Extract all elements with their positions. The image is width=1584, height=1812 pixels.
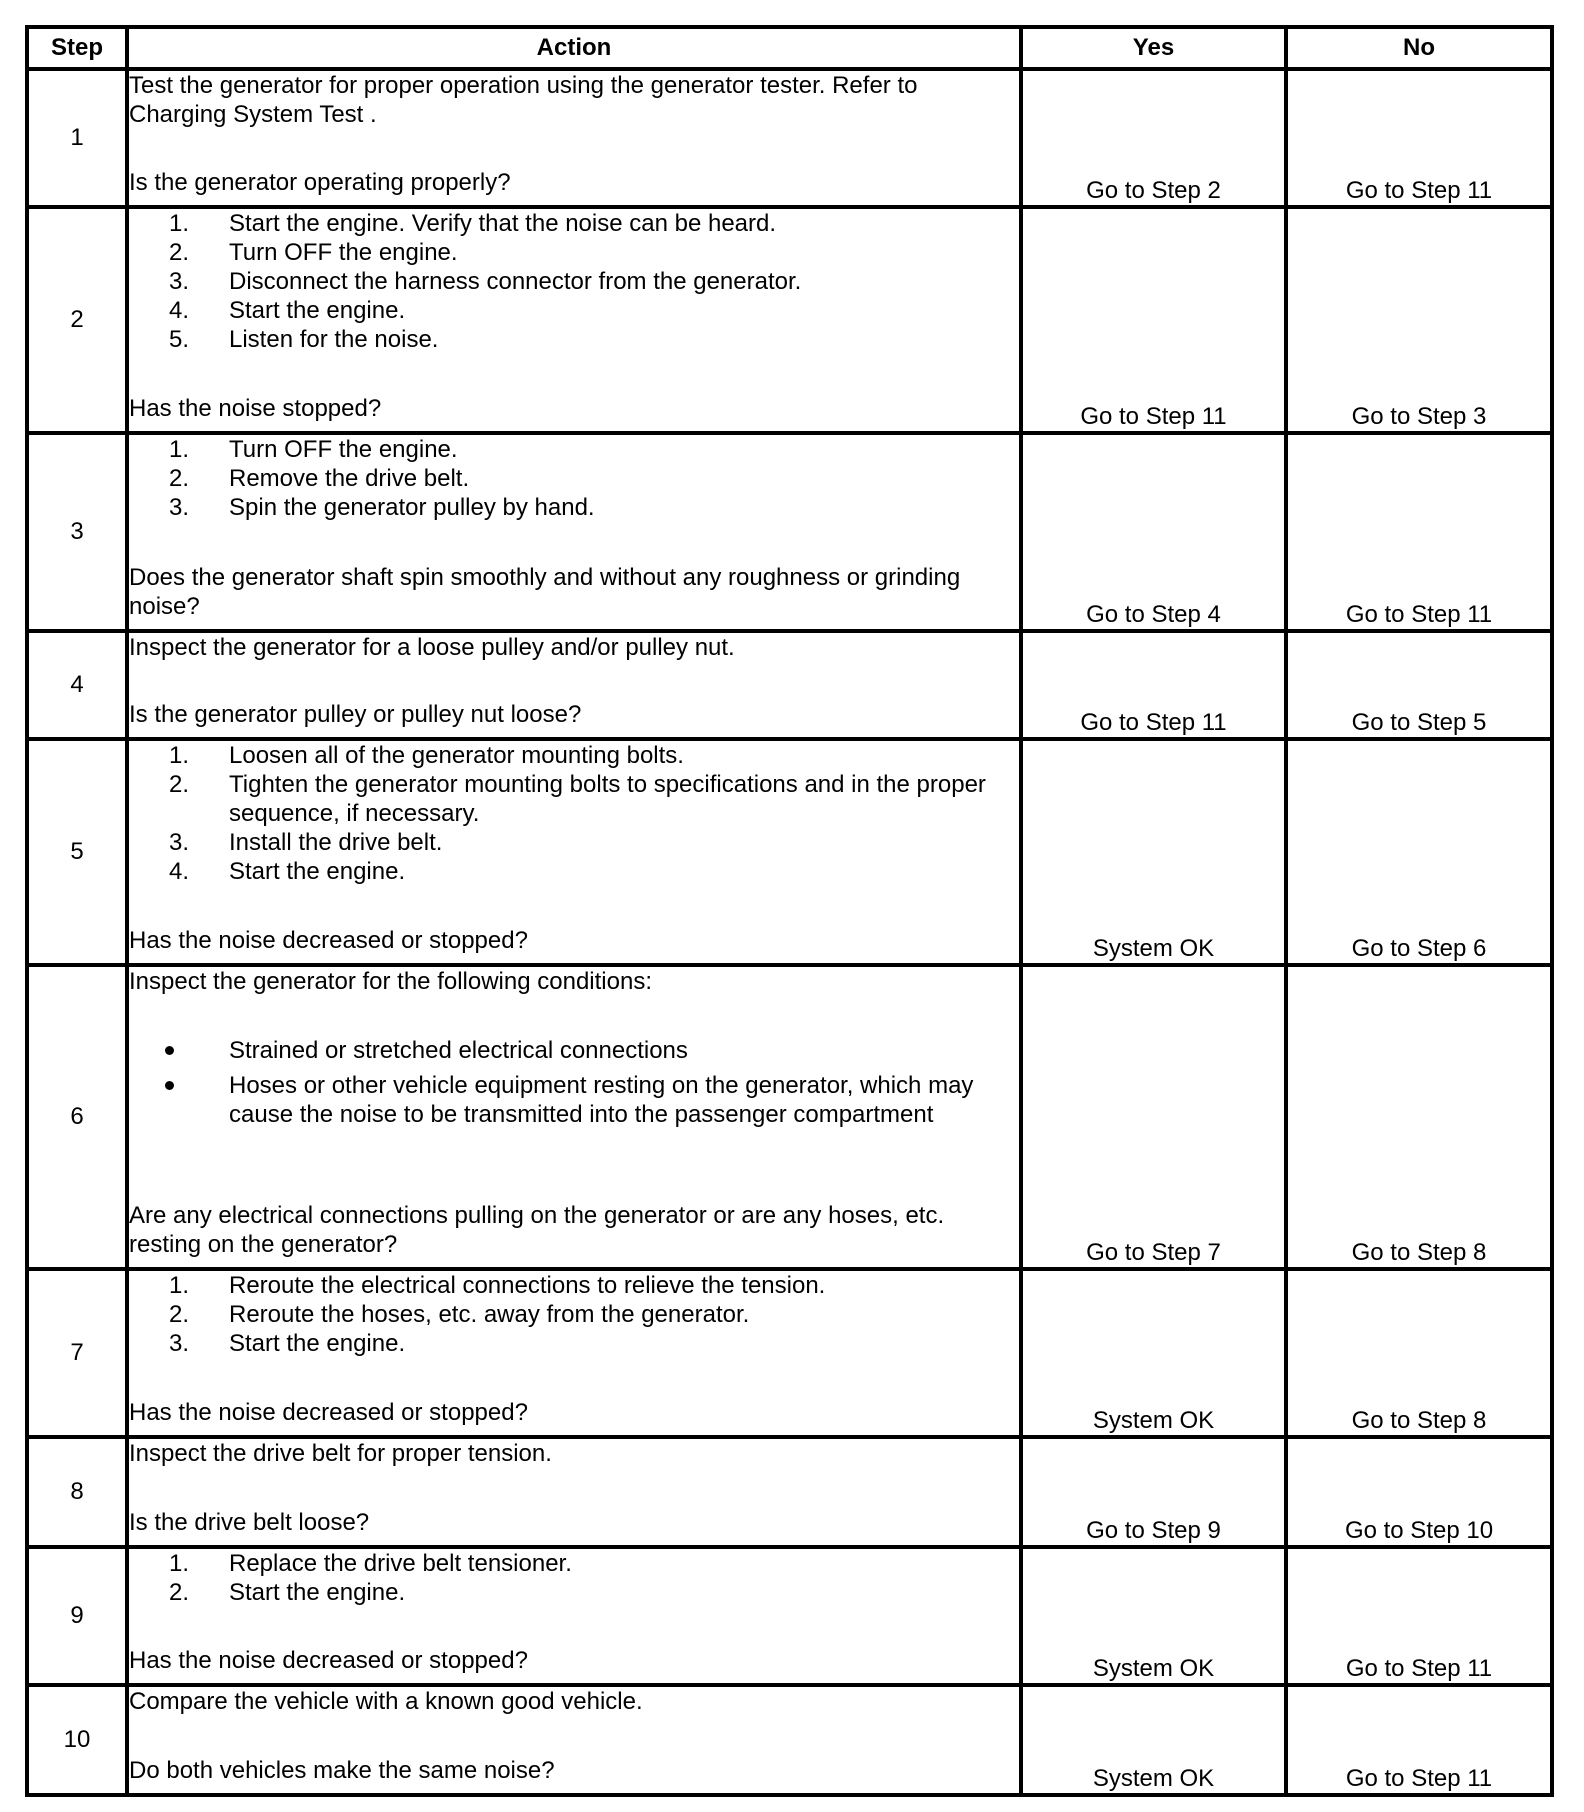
action-cell — [127, 69, 1021, 207]
step-number: 1 — [27, 69, 127, 207]
list-item-text: Start the engine. — [229, 1579, 406, 1606]
table-row — [27, 1547, 1552, 1685]
step-number: 5 — [27, 739, 127, 965]
no-result: Go to Step 11 — [1286, 1685, 1552, 1795]
list-item-text: Reroute the hoses, etc. away from the generator. — [229, 1301, 750, 1328]
no-result: Go to Step 8 — [1286, 1269, 1552, 1437]
list-item — [129, 464, 1019, 493]
list-item — [129, 209, 1019, 238]
list-item — [129, 741, 1019, 770]
list-item-number: 3. — [168, 268, 189, 295]
list-item — [129, 435, 1019, 464]
condition-bullet-list — [129, 1036, 1019, 1129]
no-result: Go to Step 11 — [1286, 69, 1552, 207]
action-question: Has the noise decreased or stopped? — [129, 1399, 528, 1426]
yes-result: Go to Step 7 — [1021, 965, 1286, 1269]
list-item-number: 1. — [168, 1550, 189, 1577]
list-item — [129, 1549, 1019, 1578]
action-cell — [127, 433, 1021, 631]
list-item-number: 5. — [168, 326, 189, 353]
diagnostic-table — [25, 25, 1554, 1797]
action-intro: Inspect the drive belt for proper tension. — [129, 1440, 552, 1467]
no-result: Go to Step 3 — [1286, 207, 1552, 433]
list-item-text: Listen for the noise. — [229, 326, 439, 353]
bullet-text: Hoses or other vehicle equipment resting on the generator, which may cause the noise to be transmitted into the passenger compartment — [229, 1072, 974, 1128]
list-item-number: 1. — [168, 1272, 189, 1299]
list-item-number: 4. — [168, 858, 189, 885]
list-item-number: 2. — [168, 465, 189, 492]
yes-result: Go to Step 11 — [1021, 631, 1286, 739]
list-item — [129, 1329, 1019, 1358]
table-row — [27, 1685, 1552, 1795]
list-item-number: 2. — [168, 1301, 189, 1328]
list-item-text: Remove the drive belt. — [229, 465, 470, 492]
list-item-text: Tighten the generator mounting bolts to specifications and in the proper sequence, if necessary. — [229, 771, 986, 827]
list-item-text: Install the drive belt. — [229, 829, 443, 856]
step-number: 7 — [27, 1269, 127, 1437]
yes-result: Go to Step 4 — [1021, 433, 1286, 631]
table-row — [27, 631, 1552, 739]
yes-result: Go to Step 2 — [1021, 69, 1286, 207]
list-item-number: 2. — [168, 1579, 189, 1606]
yes-result: Go to Step 9 — [1021, 1437, 1286, 1547]
no-result: Go to Step 10 — [1286, 1437, 1552, 1547]
list-item-number: 2. — [168, 771, 189, 798]
table-row — [27, 69, 1552, 207]
header-no: No — [1286, 27, 1552, 69]
list-item — [129, 296, 1019, 325]
list-item-text: Start the engine. Verify that the noise can be heard. — [229, 210, 777, 237]
step-number: 2 — [27, 207, 127, 433]
no-result: Go to Step 5 — [1286, 631, 1552, 739]
step-number: 3 — [27, 433, 127, 631]
list-item-number: 1. — [168, 210, 189, 237]
table-row — [27, 207, 1552, 433]
list-item-number: 1. — [168, 436, 189, 463]
action-steps-list — [129, 209, 1019, 354]
list-item-text: Loosen all of the generator mounting bolts. — [229, 742, 684, 769]
table-row — [27, 739, 1552, 965]
list-item — [129, 857, 1019, 886]
list-item — [129, 828, 1019, 857]
yes-result: System OK — [1021, 1547, 1286, 1685]
no-result: Go to Step 11 — [1286, 433, 1552, 631]
table-row — [27, 1269, 1552, 1437]
action-intro: Inspect the generator for the following conditions: — [129, 968, 652, 995]
action-question: Has the noise decreased or stopped? — [129, 1647, 528, 1674]
bullet-item — [129, 1071, 1019, 1129]
bullet-item — [129, 1036, 1019, 1065]
action-cell — [127, 1547, 1021, 1685]
no-result: Go to Step 8 — [1286, 965, 1552, 1269]
action-cell — [127, 207, 1021, 433]
step-number: 9 — [27, 1547, 127, 1685]
bullet-icon — [129, 1036, 229, 1065]
action-question: Is the generator pulley or pulley nut loose? — [129, 701, 582, 728]
list-item-text: Turn OFF the engine. — [229, 239, 458, 266]
list-item — [129, 493, 1019, 522]
action-intro: Compare the vehicle with a known good vehicle. — [129, 1688, 643, 1715]
list-item-number: 4. — [168, 297, 189, 324]
list-item-text: Turn OFF the engine. — [229, 436, 458, 463]
action-steps-list — [129, 435, 1019, 522]
action-question: Has the noise stopped? — [129, 395, 382, 422]
step-number: 10 — [27, 1685, 127, 1795]
list-item-text: Start the engine. — [229, 858, 406, 885]
step-number: 4 — [27, 631, 127, 739]
list-item — [129, 1271, 1019, 1300]
header-step: Step — [27, 27, 127, 69]
table-body — [27, 69, 1552, 1795]
list-item — [129, 325, 1019, 354]
bullet-text: Strained or stretched electrical connections — [229, 1037, 688, 1064]
action-question: Are any electrical connections pulling on the generator or are any hoses, etc. resting on the generator? — [129, 1202, 945, 1258]
action-cell — [127, 1685, 1021, 1795]
bullet-icon — [129, 1071, 229, 1129]
yes-result: System OK — [1021, 1269, 1286, 1437]
list-item — [129, 770, 1019, 828]
header-yes: Yes — [1021, 27, 1286, 69]
list-item-number: 1. — [168, 742, 189, 769]
action-cell — [127, 631, 1021, 739]
action-intro: Test the generator for proper operation using the generator tester. Refer to Charging System Test . — [129, 72, 918, 128]
table-row — [27, 965, 1552, 1269]
list-item-number: 3. — [168, 494, 189, 521]
action-cell — [127, 965, 1021, 1269]
action-question: Do both vehicles make the same noise? — [129, 1757, 555, 1784]
header-action: Action — [127, 27, 1021, 69]
table-row — [27, 1437, 1552, 1547]
list-item-text: Reroute the electrical connections to relieve the tension. — [229, 1272, 826, 1299]
yes-result: System OK — [1021, 739, 1286, 965]
list-item-text: Start the engine. — [229, 1330, 406, 1357]
table-row — [27, 433, 1552, 631]
action-steps-list — [129, 741, 1019, 886]
list-item-text: Spin the generator pulley by hand. — [229, 494, 595, 521]
action-question: Has the noise decreased or stopped? — [129, 927, 528, 954]
action-steps-list — [129, 1549, 1019, 1607]
list-item — [129, 1578, 1019, 1607]
yes-result: Go to Step 11 — [1021, 207, 1286, 433]
list-item — [129, 267, 1019, 296]
action-cell — [127, 1437, 1021, 1547]
header-row — [27, 27, 1552, 69]
action-cell — [127, 739, 1021, 965]
list-item-number: 3. — [168, 1330, 189, 1357]
no-result: Go to Step 11 — [1286, 1547, 1552, 1685]
action-question: Is the drive belt loose? — [129, 1509, 370, 1536]
action-steps-list — [129, 1271, 1019, 1358]
yes-result: System OK — [1021, 1685, 1286, 1795]
list-item-text: Start the engine. — [229, 297, 406, 324]
step-number: 8 — [27, 1437, 127, 1547]
no-result: Go to Step 6 — [1286, 739, 1552, 965]
list-item — [129, 238, 1019, 267]
action-cell — [127, 1269, 1021, 1437]
list-item-text: Replace the drive belt tensioner. — [229, 1550, 572, 1577]
action-question: Is the generator operating properly? — [129, 169, 511, 196]
list-item-text: Disconnect the harness connector from the generator. — [229, 268, 802, 295]
list-item-number: 3. — [168, 829, 189, 856]
action-question: Does the generator shaft spin smoothly and without any roughness or grinding noise? — [129, 564, 961, 620]
list-item — [129, 1300, 1019, 1329]
action-intro: Inspect the generator for a loose pulley and/or pulley nut. — [129, 634, 735, 661]
list-item-number: 2. — [168, 239, 189, 266]
step-number: 6 — [27, 965, 127, 1269]
